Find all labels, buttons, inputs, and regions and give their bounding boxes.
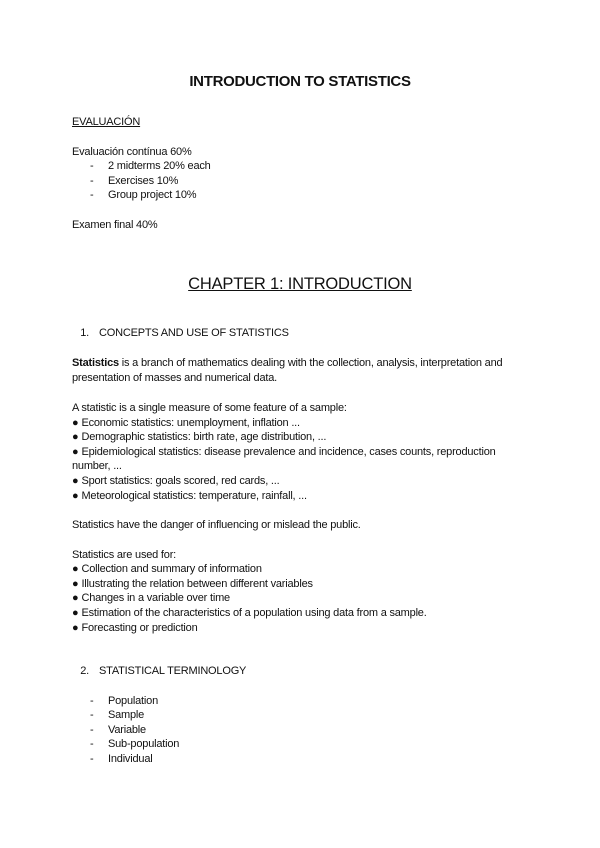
statistics-definition: Statistics is a branch of mathematics dealing with the collection, analysis, interpretation and [72,357,503,369]
dash-marker: - [90,724,94,736]
term-item: - Variable [90,724,146,736]
final-exam: Examen final 40% [72,219,158,231]
evaluation-item: - Group project 10% [90,189,197,201]
dash-marker: - [90,695,94,707]
example-item: ● Sport statistics: goals scored, red cards, ... [72,475,280,487]
section-number: 2. [80,665,89,677]
use-item: ● Estimation of the characteristics of a population using data from a sample. [72,607,427,619]
dash-marker: - [90,709,94,721]
statistic-intro: A statistic is a single measure of some feature of a sample: [72,402,347,414]
section-1-heading: 1. CONCEPTS AND USE OF STATISTICS [72,326,289,341]
evaluation-heading: EVALUACIÓN [72,116,141,128]
example-item-cont: number, ... [72,460,122,472]
example-item: ● Economic statistics: unemployment, inflation ... [72,417,300,429]
bullet-icon: ● [72,622,79,634]
use-item: ● Illustrating the relation between different variables [72,578,313,590]
evaluation-item: - Exercises 10% [90,175,179,187]
use-item: ● Collection and summary of information [72,563,262,575]
statistics-definition-cont: presentation of masses and numerical data. [72,372,277,384]
term-item: - Individual [90,753,153,765]
dash-marker: - [90,160,94,172]
definition-term: Statistics [72,357,119,369]
section-number: 1. [80,327,89,339]
document-title: INTRODUCTION TO STATISTICS [189,73,411,90]
term-item: - Sub-population [90,738,180,750]
dash-marker: - [90,175,94,187]
bullet-icon: ● [72,475,79,487]
bullet-icon: ● [72,592,79,604]
example-item: ● Meteorological statistics: temperature, rainfall, ... [72,490,307,502]
bullet-icon: ● [72,431,79,443]
example-item: ● Demographic statistics: birth rate, age distribution, ... [72,431,327,443]
bullet-icon: ● [72,563,79,575]
use-item: ● Forecasting or prediction [72,622,198,634]
bullet-icon: ● [72,490,79,502]
example-item: ● Epidemiological statistics: disease prevalence and incidence, cases counts, reproduction [72,446,496,458]
bullet-icon: ● [72,446,79,458]
use-item: ● Changes in a variable over time [72,592,230,604]
dash-marker: - [90,189,94,201]
uses-intro: Statistics are used for: [72,549,177,561]
evaluation-item: - 2 midterms 20% each [90,160,211,172]
danger-statement: Statistics have the danger of influencing or mislead the public. [72,519,361,531]
section-2-heading: 2. STATISTICAL TERMINOLOGY [72,664,246,679]
bullet-icon: ● [72,417,79,429]
term-item: - Population [90,695,158,707]
bullet-icon: ● [72,578,79,590]
dash-marker: - [90,753,94,765]
term-item: - Sample [90,709,145,721]
continuous-evaluation: Evaluación contínua 60% [72,146,192,158]
dash-marker: - [90,738,94,750]
chapter-title: CHAPTER 1: INTRODUCTION [188,275,412,293]
bullet-icon: ● [72,607,79,619]
